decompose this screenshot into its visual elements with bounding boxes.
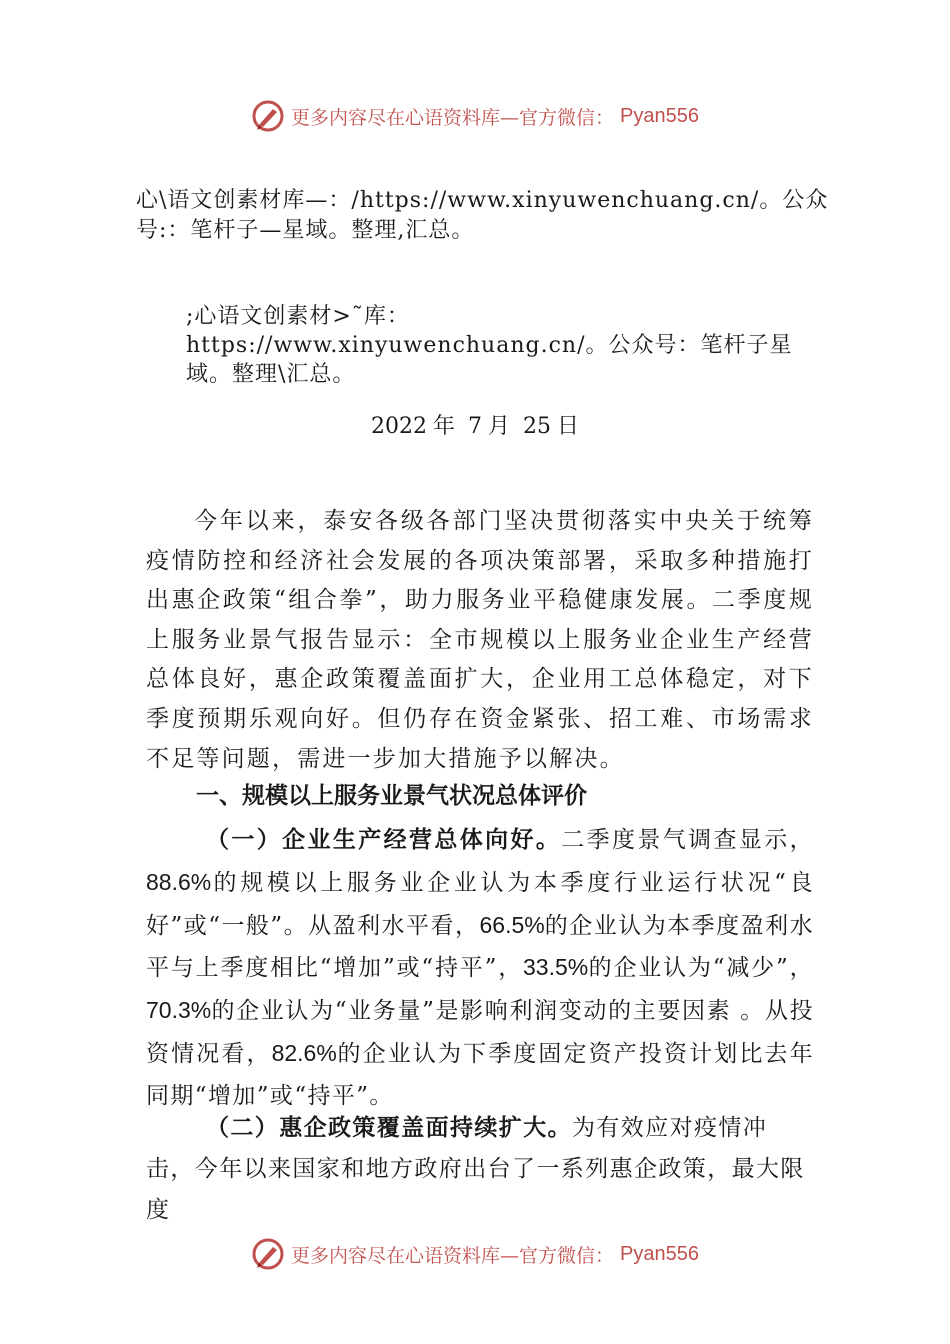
subsection-2-heading: （二）惠企政策覆盖面持续扩大。 (206, 1115, 572, 1141)
banner-wechat-id: Pyan556 (620, 104, 699, 127)
stat-value: 70.3% (146, 997, 212, 1024)
stat-value: 33.5% (523, 954, 589, 981)
text-run: 的企业认为“减少”， (588, 955, 814, 982)
subsection-2-text: 为有效应对疫情冲击，今年以来国家和地方政府出台了一系列惠企政策，最大限度 (146, 1115, 805, 1223)
subsection-2-paragraph (146, 1108, 814, 1231)
banner-wechat-id: Pyan556 (620, 1242, 699, 1265)
stat-value: 82.6% (271, 1039, 337, 1066)
header-banner (0, 96, 950, 136)
date-day: 25 (523, 414, 551, 439)
date-day-unit: 日 (557, 414, 580, 439)
date-month-unit: 月 (487, 414, 510, 439)
banner-text: 更多内容尽在心语资料库—官方微信： (291, 106, 615, 129)
subsection-1-paragraph (146, 820, 814, 1118)
text-run: 的规模以上服务业企业认为本季度行业运行状况“良好”或“一般”。从盈利水平看， (146, 869, 814, 939)
text-run: 的企业认为下季度固定资产投资计划比去年同期“增加”或“持平”。 (146, 1040, 814, 1109)
date-month: 7 (467, 414, 482, 439)
date-year: 2022 (370, 414, 427, 439)
stat-value: 88.6% (146, 868, 212, 895)
document-date (0, 412, 950, 442)
text-run: 的企业认为本季度盈利水平与上季度相比“增加”或“持平”， (146, 912, 814, 982)
banner-text: 更多内容尽在心语资料库—官方微信： (291, 1244, 615, 1267)
pen-logo-icon (251, 1237, 285, 1271)
source-note-2: ;心语文创素材>˜库：https://www.xinyuwenchuang.cn/。公众号：笔杆子星域。整理\汇总。 (186, 304, 793, 387)
stat-value: 66.5% (479, 911, 545, 938)
intro-paragraph: 今年以来，泰安各级各部门坚决贯彻落实中央关于统筹疫情防控和经济社会发展的各项决策部署，采取多种措施打出惠企政策“组合拳”，助力服务业平稳健康发展。二季度规上服务业景气报告显示：全市规模以上服务业企业生产经营总体良好，惠企政策覆盖面扩大，企业用工总体稳定，对下季度预期乐观向好。但仍存在资金紧张、招工难、市场需求不足等问题，需进一步加大措施予以解决。 (146, 508, 814, 772)
date-year-unit: 年 (432, 414, 455, 439)
text-run: 的企业认为“业务量”是影响利润变动的主要因素 。从投资情况看， (146, 998, 814, 1067)
footer-banner (0, 1234, 950, 1274)
text-run: 二季度景气调查显示， (561, 827, 814, 853)
pen-logo-icon (251, 99, 285, 133)
source-note-1: 心\语文创素材库—：/https://www.xinyuwenchuang.cn/。公众号:：笔杆子—星域。整理,汇总。 (136, 188, 829, 243)
subsection-1-heading: （一）企业生产经营总体向好。 (206, 827, 562, 853)
section-heading-1: 一、规模以上服务业景气状况总体评价 (196, 783, 587, 809)
